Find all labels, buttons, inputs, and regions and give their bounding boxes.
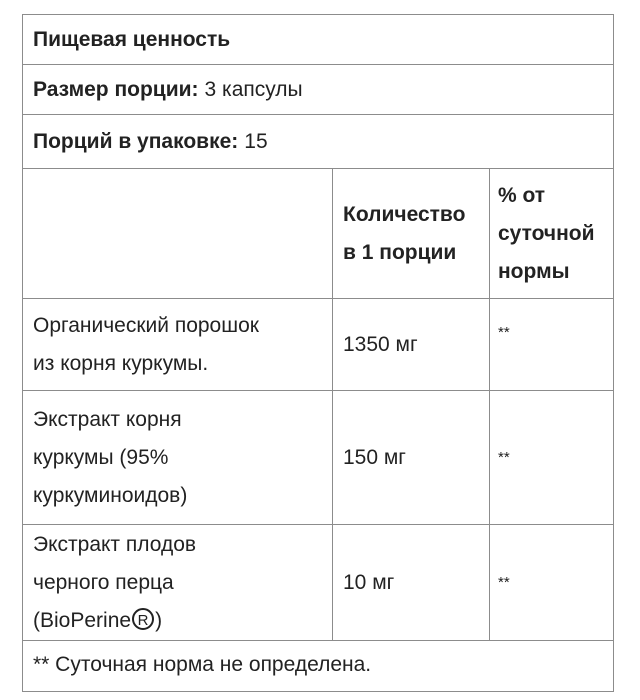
serving-size-value: 3 капсулы xyxy=(204,77,303,101)
ingredient-name-line: черного перца xyxy=(33,570,174,594)
ingredient-name-cell xyxy=(23,299,333,390)
ingredient-name-line: куркумы (95% xyxy=(33,445,169,469)
header-dv-line3: нормы xyxy=(498,259,570,283)
ingredient-name-line: из корня куркумы. xyxy=(33,351,209,375)
table-row xyxy=(23,299,613,391)
servings-label: Порций в упаковке: xyxy=(33,129,239,153)
header-dv-line1: % от xyxy=(498,183,546,207)
ingredient-dv-cell xyxy=(490,299,613,390)
nutrition-facts-table xyxy=(22,14,614,692)
header-amount-line2: в 1 порции xyxy=(343,240,457,264)
ingredient-name-cell xyxy=(23,391,333,524)
header-amount-line1: Количество xyxy=(343,202,466,226)
ingredient-dv: ** xyxy=(498,324,510,341)
ingredient-name-line: Органический порошок xyxy=(33,313,259,337)
ingredient-amount: 1350 мг xyxy=(343,332,418,356)
ingredient-name-line: Экстракт корня xyxy=(33,407,182,431)
ingredient-amount: 150 мг xyxy=(343,445,406,469)
table-title-row xyxy=(23,15,613,65)
table-row xyxy=(23,391,613,525)
closing-paren: ) xyxy=(155,608,163,632)
serving-size-label: Размер порции: xyxy=(33,77,199,101)
footnote xyxy=(23,639,613,691)
ingredient-amount: 10 мг xyxy=(343,570,395,594)
header-amount-cell xyxy=(333,169,490,298)
ingredient-amount-cell xyxy=(333,391,490,524)
header-empty-cell xyxy=(23,169,333,298)
table-title: Пищевая ценность xyxy=(33,27,231,51)
table-row xyxy=(23,525,613,641)
ingredient-amount-cell xyxy=(333,525,490,640)
ingredient-dv-cell xyxy=(490,525,613,640)
ingredient-name-line: куркуминоидов) xyxy=(33,483,188,507)
header-dv-cell xyxy=(490,169,613,298)
ingredient-dv: ** xyxy=(498,448,510,466)
column-header-row xyxy=(23,169,613,299)
ingredient-dv-cell xyxy=(490,391,613,524)
brand-name: (BioPerine xyxy=(33,608,132,632)
ingredient-name-line: Экстракт плодов xyxy=(33,532,197,556)
ingredient-amount-cell xyxy=(333,299,490,390)
header-dv-line2: суточной xyxy=(498,221,595,245)
servings-value: 15 xyxy=(244,129,268,153)
ingredient-name-line xyxy=(33,602,196,640)
ingredient-dv: ** xyxy=(498,573,510,591)
footnote-text: ** Суточная норма не определена. xyxy=(33,653,372,676)
servings-per-container-row xyxy=(23,115,613,169)
ingredient-name-cell xyxy=(23,525,333,640)
registered-trademark-icon: R xyxy=(132,608,154,630)
serving-size-row xyxy=(23,65,613,115)
